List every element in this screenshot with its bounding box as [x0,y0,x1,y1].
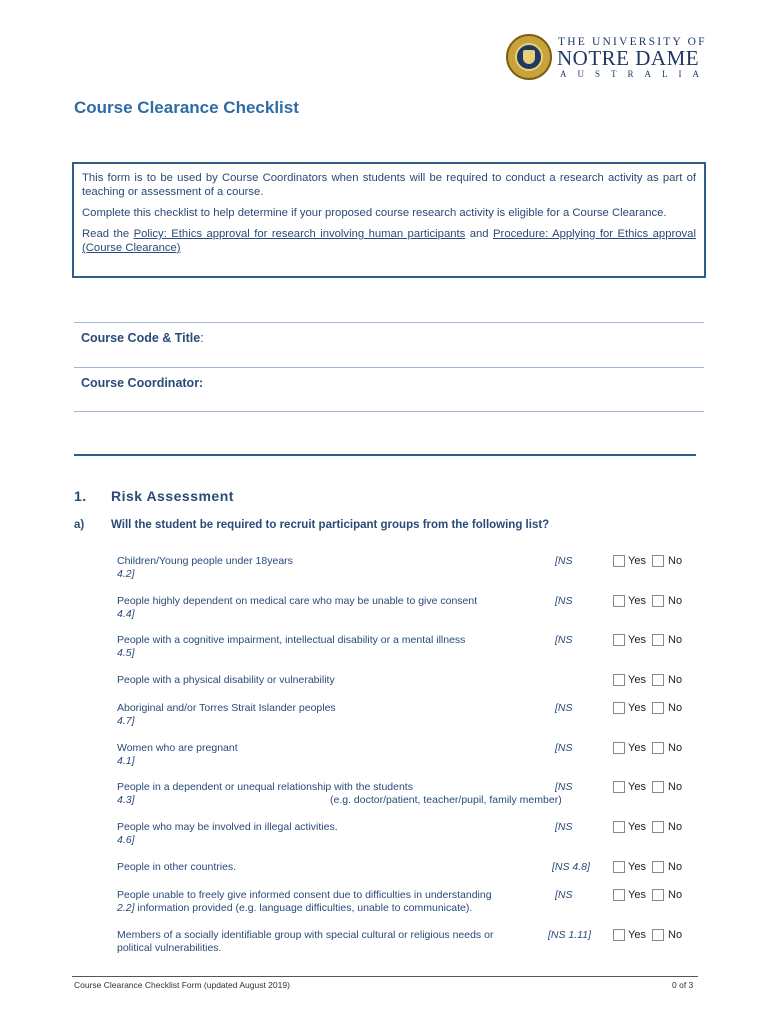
ns-reference: 4.3] [117,794,135,806]
ns-reference: [NS 4.8] [552,861,590,873]
divider [74,411,704,412]
ns-reference: 4.4] [117,608,135,620]
no-checkbox[interactable] [652,742,664,754]
no-label: No [668,821,683,833]
no-checkbox[interactable] [652,889,664,901]
list-item-text: People with a physical disability or vulnerability [117,674,335,686]
yes-checkbox[interactable] [613,821,625,833]
info-box [72,162,706,278]
section-title: Risk Assessment [111,488,234,504]
question-letter: a) [74,519,85,531]
no-checkbox[interactable] [652,595,664,607]
ns-reference: 2.2] [117,902,135,914]
yes-checkbox[interactable] [613,595,625,607]
course-coordinator-label[interactable]: Course Coordinator: [81,376,204,390]
yes-label: Yes [628,742,646,754]
ns-reference: 4.2] [117,568,135,580]
no-label: No [668,929,683,941]
list-item-text: People in a dependent or unequal relationship with the students [117,781,413,793]
yes-checkbox[interactable] [613,889,625,901]
footer-form-title: Course Clearance Checklist Form (updated August 2019) [74,980,290,990]
yes-checkbox[interactable] [613,674,625,686]
example-note: (e.g. doctor/patient, teacher/pupil, family member) [330,794,562,806]
yes-label: Yes [628,929,646,941]
no-label: No [668,555,683,567]
no-label: No [668,595,683,607]
yes-label: Yes [628,889,646,901]
ns-reference: 4.6] [117,834,135,846]
no-label: No [668,889,683,901]
ns-reference: [NS [555,702,573,714]
page-number: 0 of 3 [672,980,694,990]
course-code-colon: : [200,331,204,345]
list-item-text: People with a cognitive impairment, intellectual disability or a mental illness [117,634,466,646]
ns-reference: 4.5] [117,647,135,659]
ns-reference: [NS [555,889,573,901]
ns-reference: [NS [555,781,573,793]
list-item-text: Aboriginal and/or Torres Strait Islander peoples [117,702,336,714]
ns-reference: [NS [555,821,573,833]
no-checkbox[interactable] [652,634,664,646]
yes-checkbox[interactable] [613,861,625,873]
info-paragraph-2: Complete this checklist to help determine if your proposed course research activity is eligible for a Course Clearance. [82,207,667,219]
ns-reference: [NS [555,634,573,646]
info-read-text: Read the [82,228,134,240]
section-number: 1. [74,488,87,504]
yes-label: Yes [628,555,646,567]
yes-label: Yes [628,595,646,607]
divider [74,322,704,323]
list-item-text: Women who are pregnant [117,742,238,754]
ns-reference: [NS [555,595,573,607]
yes-checkbox[interactable] [613,742,625,754]
yes-label: Yes [628,674,646,686]
info-paragraph-1: This form is to be used by Course Coordinators when students will be required to conduct a research activity as part of teaching or assessment of a course. [82,172,696,198]
list-item-text: Members of a socially identifiable group with special cultural or religious needs or [117,929,494,941]
list-item-text: People who may be involved in illegal activities. [117,821,338,833]
section-divider [74,454,696,456]
ns-reference: 4.7] [117,715,135,727]
list-item-text: People in other countries. [117,861,237,873]
yes-checkbox[interactable] [613,702,625,714]
procedure-link[interactable]: Procedure: Applying for Ethics approval (Course Clearance) [82,228,696,254]
course-code-label: Course Code & Title [81,331,201,345]
yes-checkbox[interactable] [613,555,625,567]
no-checkbox[interactable] [652,781,664,793]
no-label: No [668,674,683,686]
info-and-text: and [465,228,494,240]
divider [74,367,704,368]
yes-checkbox[interactable] [613,929,625,941]
university-seal-icon [506,34,552,80]
policy-link[interactable]: Policy: Ethics approval for research involving human participants [133,228,466,240]
yes-checkbox[interactable] [613,781,625,793]
ns-reference: 4.1] [117,755,135,767]
no-label: No [668,702,683,714]
logo-top-text: THE UNIVERSITY OF [558,36,707,48]
list-item-text: People unable to freely give informed consent due to difficulties in understanding [117,889,492,901]
yes-label: Yes [628,781,646,793]
list-item-text: People highly dependent on medical care who may be unable to give consent [117,595,478,607]
ns-reference: [NS [555,742,573,754]
yes-label: Yes [628,861,646,873]
page-title: Course Clearance Checklist [74,98,299,117]
no-checkbox[interactable] [652,702,664,714]
no-checkbox[interactable] [652,674,664,686]
no-checkbox[interactable] [652,861,664,873]
no-checkbox[interactable] [652,821,664,833]
no-checkbox[interactable] [652,929,664,941]
list-item-text-cont: information provided (e.g. language difficulties, unable to communicate). [134,902,473,914]
logo-main-text: NOTRE DAME [557,46,700,70]
no-label: No [668,742,683,754]
list-item-text-cont: political vulnerabilities. [117,942,222,954]
yes-checkbox[interactable] [613,634,625,646]
ns-reference: [NS 1.11] [548,929,591,941]
question-text: Will the student be required to recruit participant groups from the following list? [111,519,550,531]
no-label: No [668,634,683,646]
footer-divider [72,976,698,977]
yes-label: Yes [628,634,646,646]
info-paragraph-3 [82,227,696,255]
list-item-continuation [117,902,472,914]
ns-reference: [NS [555,555,573,567]
yes-label: Yes [628,821,646,833]
course-code-field[interactable] [81,331,204,345]
logo-sub-text: AUSTRALIA [560,69,710,79]
no-checkbox[interactable] [652,555,664,567]
no-label: No [668,861,683,873]
no-label: No [668,781,683,793]
yes-label: Yes [628,702,646,714]
list-item-text: Children/Young people under 18years [117,555,293,567]
